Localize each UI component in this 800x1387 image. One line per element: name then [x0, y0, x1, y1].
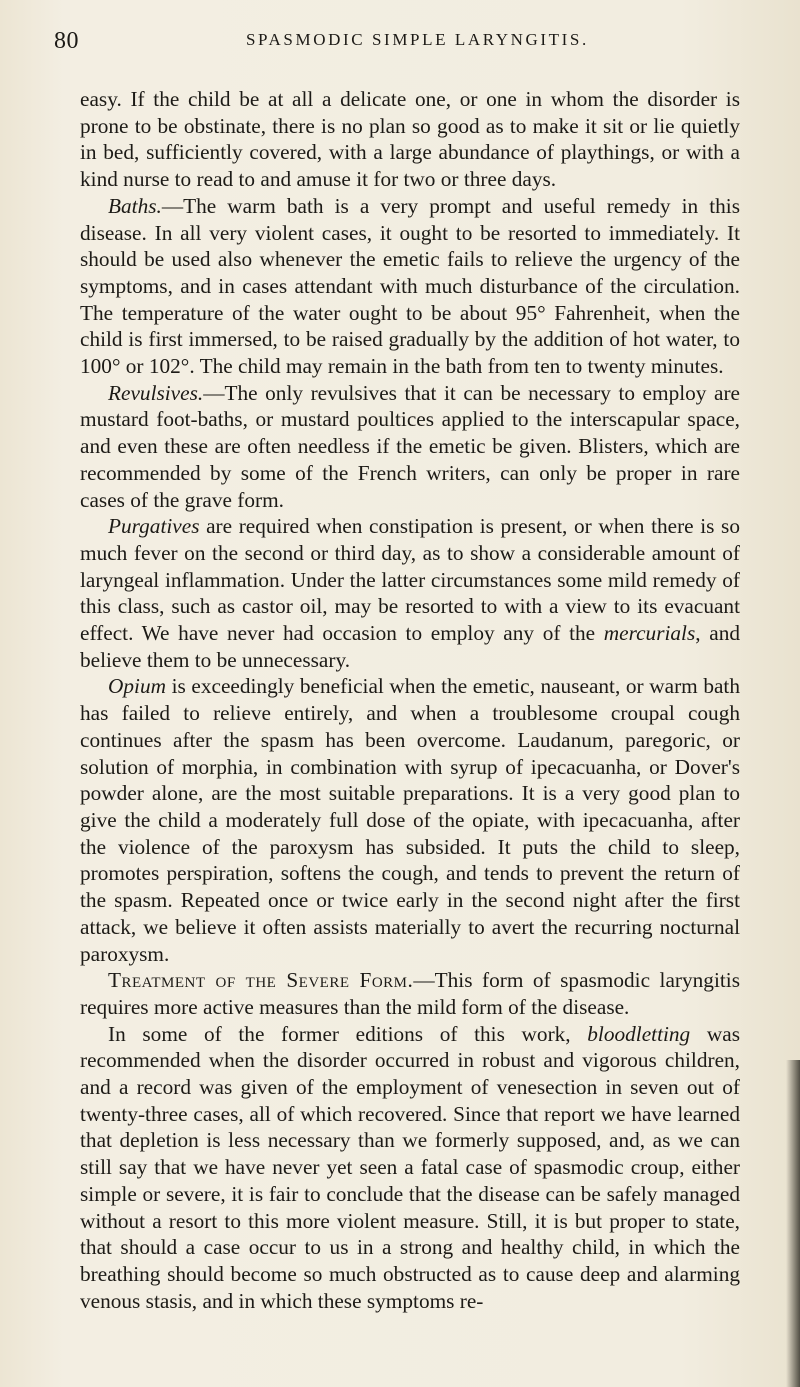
section-lead-purgatives: Purgatives: [108, 514, 200, 539]
paragraph-text: —The only revulsives that it can be necessary to employ are mustard foot-baths, or mustard poultices applied to the interscapular space, and even these are often needless if the emetic be given. Blisters, which are recommended by some of the French writers, can only be proper in rare cases of the grave form.: [80, 380, 740, 512]
emphasis-mercurials: mercurials: [603, 621, 696, 646]
page-edge-shadow: [786, 1060, 800, 1387]
paragraph-purgatives: [80, 513, 740, 673]
paragraph-opium: [80, 673, 740, 967]
running-head: [54, 28, 746, 58]
paragraph-bloodletting: [80, 1021, 740, 1315]
emphasis-bloodletting: bloodletting: [587, 1021, 691, 1046]
paragraph-text: is exceedingly beneficial when the emetic, nauseant, or warm bath has failed to relieve entirely, and when a troublesome croupal cough continues after the spasm has been overcome. Laudanum, paregoric, or solution of morphia, in combination with syrup of ipecacuanha, or Dover's powder alone, are the most suitable preparations. It is a very good plan to give the child a moderately full dose of the opiate, with ipecacuanha, after the violence of the paroxysm has subsided. It puts the child to sleep, promotes perspiration, softens the cough, and tends to prevent the return of the spasm. Repeated once or twice early in the second night after the first attack, we believe it often assists materially to avert the recurring nocturnal paroxysm.: [80, 674, 740, 966]
paragraph-text: —This form of spasmodic laryngitis requires more active measures than the mild form of the disease.: [80, 968, 740, 1019]
paragraph-text: are required when constipation is present, or when there is so much fever on the second or third day, as to show a considerable amount of laryngeal inflammation. Under the latter circumstances some mild remedy of this class, such as castor oil, may be resorted to with a view to its evacuant effect. We have never had occasion to employ any of the: [80, 514, 740, 646]
section-lead-revulsives: Revulsives.: [108, 380, 204, 405]
running-title: SPASMODIC SIMPLE LARYNGITIS.: [246, 30, 589, 49]
paragraph-text: In some of the former editions of this work,: [108, 1021, 588, 1046]
section-lead-severe-form: Treatment of the Severe Form.: [108, 968, 414, 993]
paragraph-text: —The warm bath is a very prompt and useful remedy in this disease. In all very violent cases, it ought to be resorted to immediately. It should be used also whenever the emetic fails to relieve the urgency of the symptoms, and in cases attendant with much disturbance of the circulation. The temperature of the water ought to be about 95° Fahrenheit, when the child is first immersed, to be raised gradually by the addition of hot water, to 100° or 102°. The child may remain in the bath from ten to twenty minutes.: [80, 193, 740, 379]
paragraph-text: easy. If the child be at all a delicate one, or one in whom the disorder is prone to be obstinate, there is no plan so good as to make it sit or lie quietly in bed, sufficiently covered, with a large abundance of playthings, or with a kind nurse to read to and amuse it for two or three days.: [80, 87, 740, 192]
paragraph-revulsives: [80, 380, 740, 514]
body-text: [80, 86, 740, 1314]
paragraph-text: was recommended when the disorder occurred in robust and vigorous children, and a record was given of the employment of venesection in seven out of twenty-three cases, all of which recovered. Since that report we have learned that depletion is less necessary than we formerly supposed, and, as we can still say that we have never yet seen a fatal case of spasmodic croup, either simple or severe, it is fair to conclude that the disease can be safely managed without a resort to this more violent measure. Still, it is but proper to state, that should a case occur to us in a strong and healthy child, in which the breathing should become so much obstructed as to cause deep and alarming venous stasis, and in which these symptoms re-: [80, 1021, 740, 1313]
paragraph-baths: [80, 193, 740, 380]
paragraph-severe-form: [80, 967, 740, 1020]
paragraph-text: , and believe them to be unnecessary.: [80, 621, 740, 672]
section-lead-opium: Opium: [108, 674, 166, 699]
section-lead-baths: Baths.: [108, 193, 162, 218]
paragraph-continuation: [80, 86, 740, 193]
page-number: 80: [54, 28, 79, 54]
